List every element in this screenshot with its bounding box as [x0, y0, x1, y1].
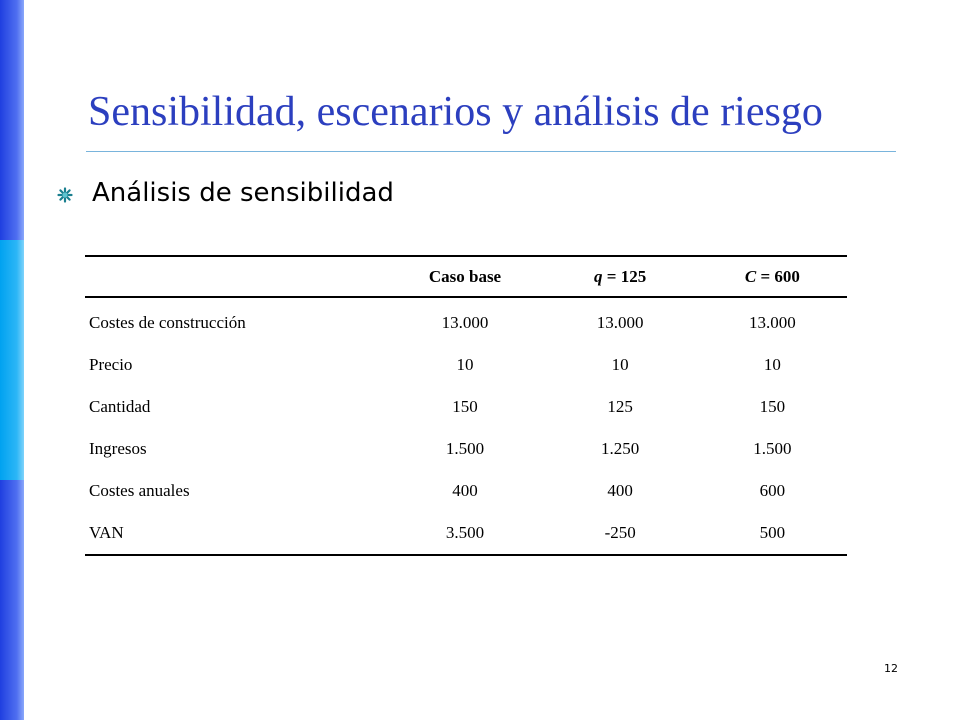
header-label: [85, 256, 387, 297]
cell-base: 1.500: [445, 439, 485, 458]
cell-base: 10: [456, 355, 474, 374]
cell-q: 125: [607, 397, 633, 416]
cell-q: 1.250: [601, 439, 640, 458]
cell-base: 150: [452, 397, 478, 416]
cell-c: 500: [698, 512, 847, 555]
cell-base: 400: [452, 481, 478, 500]
header-scenario-q-value: = 125: [602, 266, 647, 286]
row-label: Costes de construcción: [89, 313, 246, 332]
row-label: Precio: [89, 355, 133, 374]
table-row: [85, 344, 847, 386]
header-scenario-c-variable: C: [744, 266, 757, 286]
cell-c: 1.500: [753, 439, 792, 458]
side-bar: [0, 0, 24, 720]
header-scenario-q-variable: q: [594, 266, 603, 286]
row-label: Ingresos: [89, 439, 147, 458]
table-row: [85, 428, 847, 470]
table-row: [85, 386, 847, 428]
header-scenario-c-value: = 600: [756, 266, 800, 286]
slide-title: Sensibilidad, escenarios y análisis de riesgo: [88, 89, 823, 135]
row-label: Costes anuales: [89, 481, 190, 500]
table-row: [85, 470, 847, 512]
cell-q: -250: [543, 512, 698, 555]
row-label: Cantidad: [89, 397, 151, 416]
cell-q: 13.000: [596, 313, 644, 332]
table-row: [85, 297, 847, 344]
cell-q: 400: [607, 481, 633, 500]
side-bar-segment: [0, 0, 24, 240]
cell-q: 10: [611, 355, 629, 374]
title-divider: [86, 151, 896, 152]
page-number: 12: [884, 662, 898, 675]
cell-base: 13.000: [441, 313, 489, 332]
cell-c: 600: [759, 481, 786, 500]
row-label: VAN: [85, 512, 387, 555]
table-header-row: [85, 256, 847, 297]
header-base-case: Caso base: [387, 256, 542, 297]
cell-c: 10: [763, 355, 781, 374]
bullet-text: Análisis de sensibilidad: [92, 178, 394, 208]
header-scenario-c: [698, 256, 847, 297]
cell-c: 150: [759, 397, 786, 416]
asterisk-bullet-icon: [57, 187, 73, 203]
side-bar-segment: [0, 240, 24, 480]
side-bar-segment: [0, 480, 24, 720]
cell-base: 3.500: [387, 512, 542, 555]
table-row: [85, 512, 847, 555]
header-scenario-q: [543, 256, 698, 297]
cell-c: 13.000: [748, 313, 796, 332]
sensitivity-table: [85, 255, 847, 556]
